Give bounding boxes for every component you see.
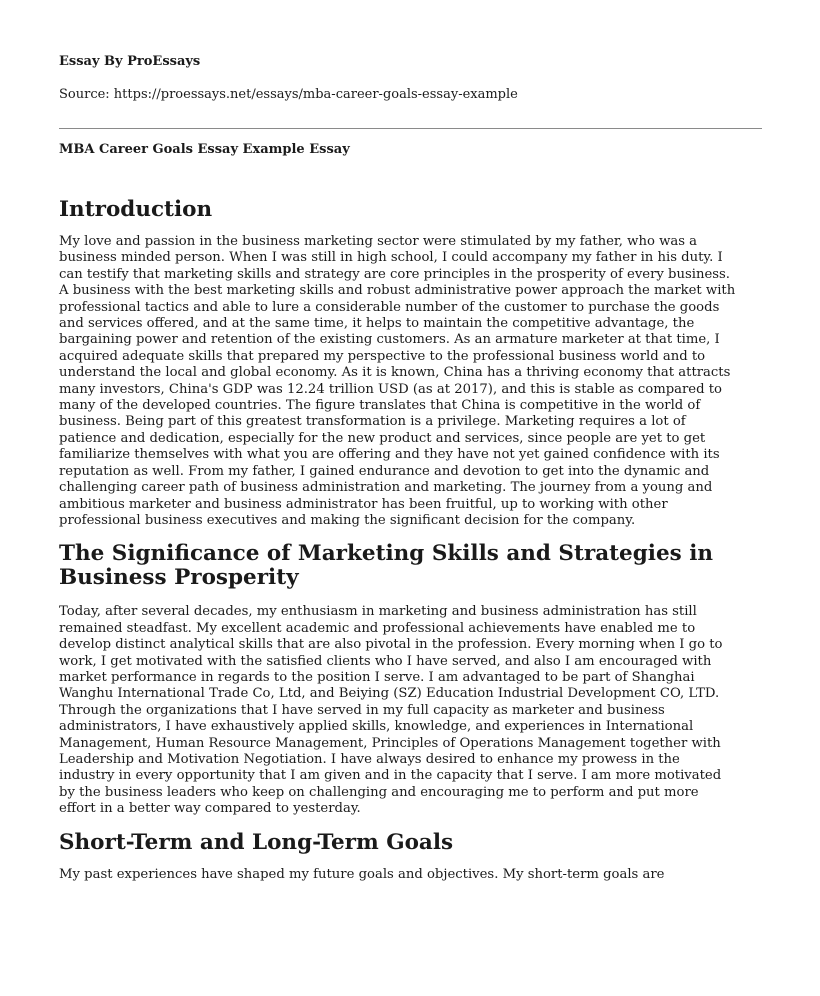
essay-body [59,198,762,883]
section-heading-goals: Short-Term and Long-Term Goals [59,829,454,855]
text-line: A business with the best marketing skills and robust administrative power approach the market with [59,283,736,299]
text-line: develop distinct analytical skills that are also pivotal in the profession. Every morning when I go to [59,637,723,653]
text-line: industry in every opportunity that I am given and in the capacity that I serve. I am more motivated [59,768,722,784]
text-line: My past experiences have shaped my future goals and objectives. My short-term goals are [59,866,665,882]
text-line: professional business executives and making the significant decision for the company. [59,512,636,528]
text-line: My love and passion in the business marketing sector were stimulated by my father, who was a [59,234,698,249]
text-line: Wanghu International Trade Co, Ltd, and Beiying (SZ) Education Industrial Development CO, LTD. [59,686,720,702]
text-line: Management, Human Resource Management, Principles of Operations Management together with [59,735,721,751]
document-title: MBA Career Goals Essay Example Essay [59,142,350,157]
text-line: Today, after several decades, my enthusiasm in marketing and business administration has still [59,604,697,620]
text-line: business minded person. When I was still in high school, I could accompany my father in his duty. I [59,250,723,266]
text-line: challenging career path of business administration and marketing. The journey from a young and [59,480,713,496]
text-line: patience and dedication, especially for the new product and services, since people are yet to get [59,430,706,446]
paragraph-goals [59,867,762,883]
paragraph-significance [59,604,762,817]
text-line: many of the developed countries. The figure translates that China is competitive in the world of [59,398,701,414]
paragraph-introduction [59,234,762,529]
header-divider [59,128,762,129]
essay-source: Source: https://proessays.net/essays/mba-career-goals-essay-example [59,87,518,102]
essay-author: Essay By ProEssays [59,54,201,69]
text-line: by the business leaders who keep on challenging and encouraging me to perform and put more [59,784,699,800]
text-line: reputation as well. From my father, I gained endurance and devotion to get into the dynamic and [59,463,710,479]
text-line: many investors, China's GDP was 12.24 trillion USD (as at 2017), and this is stable as compared to [59,381,722,397]
text-line: professional tactics and able to lure a considerable number of the customer to purchase the goods [59,299,720,315]
heading-line: The Significance of Marketing Skills and Strategies in [59,541,714,567]
text-line: remained steadfast. My excellent academic and professional achievements have enabled me to [59,620,696,636]
text-line: acquired adequate skills that prepared my perspective to the professional business world and to [59,348,706,364]
text-line: market performance in regards to the position I serve. I am advantaged to be part of Shanghai [59,669,695,685]
section-heading-significance [59,542,762,590]
text-line: Through the organizations that I have served in my full capacity as marketer and business [59,702,665,718]
text-line: work, I get motivated with the satisfied clients who I have served, and also I am encouraged with [59,653,712,669]
text-line: administrators, I have exhaustively applied skills, knowledge, and experiences in International [59,719,694,735]
text-line: effort in a better way compared to yesterday. [59,801,361,817]
text-line: ambitious marketer and business administrator has been fruitful, up to working with other [59,496,668,512]
section-heading-introduction: Introduction [59,197,213,222]
text-line: Leadership and Motivation Negotiation. I have always desired to enhance my prowess in the [59,751,680,767]
text-line: familiarize themselves with what you are offering and they have not yet gained confidence with its [59,447,720,463]
text-line: can testify that marketing skills and strategy are core principles in the prosperity of every business. [59,266,730,282]
text-line: and services offered, and at the same time, it helps to maintain the competitive advantage, the [59,316,695,332]
text-line: understand the local and global economy. As it is known, China has a thriving economy that attracts [59,365,731,381]
text-line: business. Being part of this greatest transformation is a privilege. Marketing requires a lot of [59,414,686,430]
text-line: bargaining power and retention of the existing customers. As an armature marketer at that time, I [59,332,720,348]
heading-line: Business Prosperity [59,565,299,591]
